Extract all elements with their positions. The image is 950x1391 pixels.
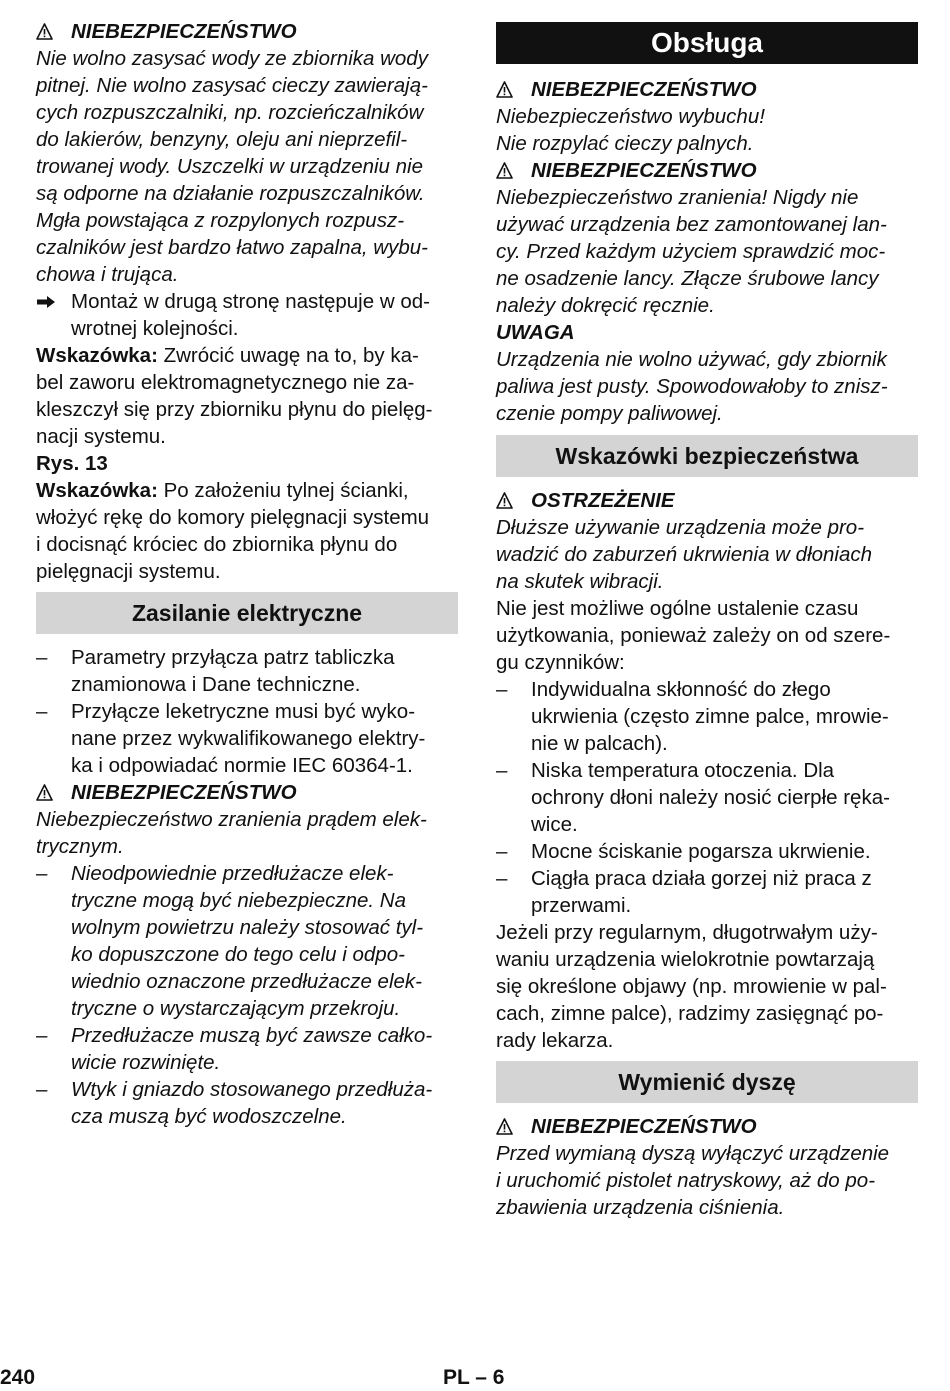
text-line: Ciągła praca działa gorzej niż praca z [531,867,872,890]
warning-triangle-icon [36,784,53,801]
text-line: włożyć rękę do komory pielęgnacji systemu [36,506,430,529]
warning-heading [496,76,918,103]
text-line: Niebezpieczeństwo zranienia prądem elek- [36,808,427,831]
text-line: Montaż w drugą stronę następuje w od- [71,290,430,313]
text-line: waniu urządzenia wielokrotnie powtarzają [496,948,875,971]
warning-triangle-icon [496,492,513,509]
text-line: Nieodpowiednie przedłużacze elek- [71,862,394,885]
caution-text [496,346,918,427]
warning-triangle-icon [496,162,513,179]
text-line: Przed wymianą dyszą wyłączyć urządzenie [496,1142,890,1165]
note-label: Wskazówka: [36,479,158,502]
text-line: wice. [531,813,578,836]
section-heading-power: Zasilanie elektryczne [36,592,458,634]
text-line: nie w palcach). [531,732,668,755]
text-line: ko dopuszczone do tego celu i odpo- [71,943,405,966]
text-line: są odporne na działanie rozpuszczalników. [36,182,425,205]
text-line: rady lekarza. [496,1029,614,1052]
list-item [36,1076,458,1130]
list-item [496,757,918,838]
text-line: na skutek wibracji. [496,570,664,593]
text-line: gu czynników: [496,651,625,674]
note-label: Wskazówka: [36,344,158,367]
right-column [496,18,918,1221]
text-line: Nie jest możliwe ogólne ustalenie czasu [496,597,859,620]
text-line: należy dokręcić ręcznie. [496,294,715,317]
text-line: Po założeniu tylnej ścianki, [157,479,409,502]
list-item [36,644,458,698]
text-line: ka i odpowiadać normie IEC 60364-1. [71,754,413,777]
dash-bullet: – [496,678,508,701]
warning-title: NIEBEZPIECZEŃSTWO [71,20,297,43]
body-paragraph [496,919,918,1054]
caution-heading [496,319,918,346]
list-item [36,860,458,1022]
text-line: Mocne ściskanie pogarsza ukrwienie. [531,840,871,863]
warning-title: NIEBEZPIECZEŃSTWO [531,78,757,101]
warning-text [496,103,918,157]
warning-heading [36,779,458,806]
warning-text [36,45,458,288]
dash-bullet: – [36,700,48,723]
warning-title: NIEBEZPIECZEŃSTWO [531,1115,757,1138]
text-line: Niebezpieczeństwo zranienia! Nigdy nie [496,186,859,209]
text-line: paliwa jest pusty. Spowodowałoby to znisz- [496,375,888,398]
text-line: Parametry przyłącza patrz tabliczka [71,646,395,669]
text-line: ochrony dłoni należy nosić cierpłe ręka- [531,786,890,809]
figure-reference: Rys. 13 [36,452,108,475]
dash-bullet: – [36,646,48,669]
warning-triangle-icon [36,23,53,40]
dash-bullet: – [496,840,508,863]
text-line: ukrwienia (często zimne palce, mrowie- [531,705,889,728]
text-line: do lakierów, benzyny, oleju ani nieprzefil- [36,128,408,151]
text-line: Niska temperatura otoczenia. Dla [531,759,835,782]
text-line: się określone objawy (np. mrowienie w pal- [496,975,887,998]
language-page-label: PL – 6 [443,1366,505,1389]
text-line: cy. Przed każdym użyciem sprawdzić moc- [496,240,886,263]
list-item [496,865,918,919]
dash-bullet: – [496,759,508,782]
section-heading-nozzle: Wymienić dyszę [496,1061,918,1103]
text-line: Przyłącze leketryczne musi być wyko- [71,700,416,723]
page-number: 240 [0,1366,36,1389]
arrow-right-icon [36,288,71,315]
text-line: znamionowa i Dane techniczne. [71,673,361,696]
section-heading-safety: Wskazówki bezpieczeństwa [496,435,918,477]
text-line: używać urządzenia bez zamontowanej lan- [496,213,887,236]
list-item [36,1022,458,1076]
text-line: i uruchomić pistolet natryskowy, aż do po- [496,1169,876,1192]
warning-text [496,1140,918,1221]
text-line: nacji systemu. [36,425,166,448]
text-line: kleszczył się przy zbiorniku płynu do pielęg- [36,398,433,421]
text-line: użytkowania, ponieważ zależy on od szere- [496,624,891,647]
text-line: Niebezpieczeństwo wybuchu! [496,105,765,128]
warning-title: OSTRZEŻENIE [531,489,675,512]
warning-heading [36,18,458,45]
text-line: Jeżeli przy regularnym, długotrwałym uży- [496,921,878,944]
warning-title: NIEBEZPIECZEŃSTWO [531,159,757,182]
section-heading-operation: Obsługa [496,22,918,64]
text-line: chowa i trująca. [36,263,179,286]
note-paragraph [36,342,458,450]
text-line: Dłuższe używanie urządzenia może pro- [496,516,865,539]
text-line: i docisnąć króciec do zbiornika płynu do [36,533,398,556]
text-line: trycznym. [36,835,124,858]
warning-triangle-icon [496,1118,513,1135]
warning-title: NIEBEZPIECZEŃSTWO [71,781,297,804]
text-line: cych rozpuszczalniki, np. rozcieńczalników [36,101,424,124]
text-line: pitnej. Nie wolno zasysać cieczy zawierają- [36,74,428,97]
text-line: cach, zimne palce), radzimy zasięgnąć po- [496,1002,884,1025]
left-column [36,18,458,1130]
warning-heading [496,157,918,184]
text-line: czenie pompy paliwowej. [496,402,723,425]
warning-text [496,514,918,595]
text-line: zbawienia urządzenia ciśnienia. [496,1196,785,1219]
text-line: wiednio oznaczone przedłużacze elek- [71,970,422,993]
text-line: tryczne o wystarczającym przekroju. [71,997,401,1020]
dash-bullet: – [36,1078,48,1101]
text-line: Nie wolno zasysać wody ze zbiornika wody [36,47,428,70]
text-line: Zwrócić uwagę na to, by ka- [157,344,419,367]
text-line: pielęgnacji systemu. [36,560,221,583]
text-line: bel zaworu elektromagnetycznego nie za- [36,371,415,394]
text-line: Indywidualna skłonność do złego [531,678,831,701]
text-line: wicie rozwinięte. [71,1051,221,1074]
text-line: Wtyk i gniazdo stosowanego przedłuża- [71,1078,433,1101]
instruction-step [36,288,458,342]
body-paragraph [496,595,918,676]
caution-title: UWAGA [496,321,575,344]
warning-heading [496,487,918,514]
dash-bullet: – [36,862,48,885]
text-line: wrotnej kolejności. [71,317,239,340]
note-paragraph [36,477,458,585]
dash-bullet: – [36,1024,48,1047]
text-line: nane przez wykwalifikowanego elektry- [71,727,426,750]
list-item [496,838,918,865]
text-line: przerwami. [531,894,632,917]
warning-text [496,184,918,319]
text-line: trowanej wody. Uszczelki w urządzeniu nie [36,155,424,178]
text-line: tryczne mogą być niebezpieczne. Na [71,889,407,912]
text-line: czalników jest bardzo łatwo zapalna, wybu- [36,236,428,259]
text-line: ne osadzenie lancy. Złącze śrubowe lancy [496,267,879,290]
text-line: wolnym powietrzu należy stosować tyl- [71,916,424,939]
dash-bullet: – [496,867,508,890]
warning-text [36,806,458,860]
text-line: wadzić do zaburzeń ukrwienia w dłoniach [496,543,873,566]
text-line: Nie rozpylać cieczy palnych. [496,132,754,155]
warning-heading [496,1113,918,1140]
list-item [36,698,458,779]
text-line: cza muszą być wodoszczelne. [71,1105,347,1128]
text-line: Przedłużacze muszą być zawsze całko- [71,1024,433,1047]
warning-triangle-icon [496,81,513,98]
text-line: Urządzenia nie wolno używać, gdy zbiornik [496,348,887,371]
list-item [496,676,918,757]
text-line: Mgła powstająca z rozpylonych rozpusz- [36,209,405,232]
